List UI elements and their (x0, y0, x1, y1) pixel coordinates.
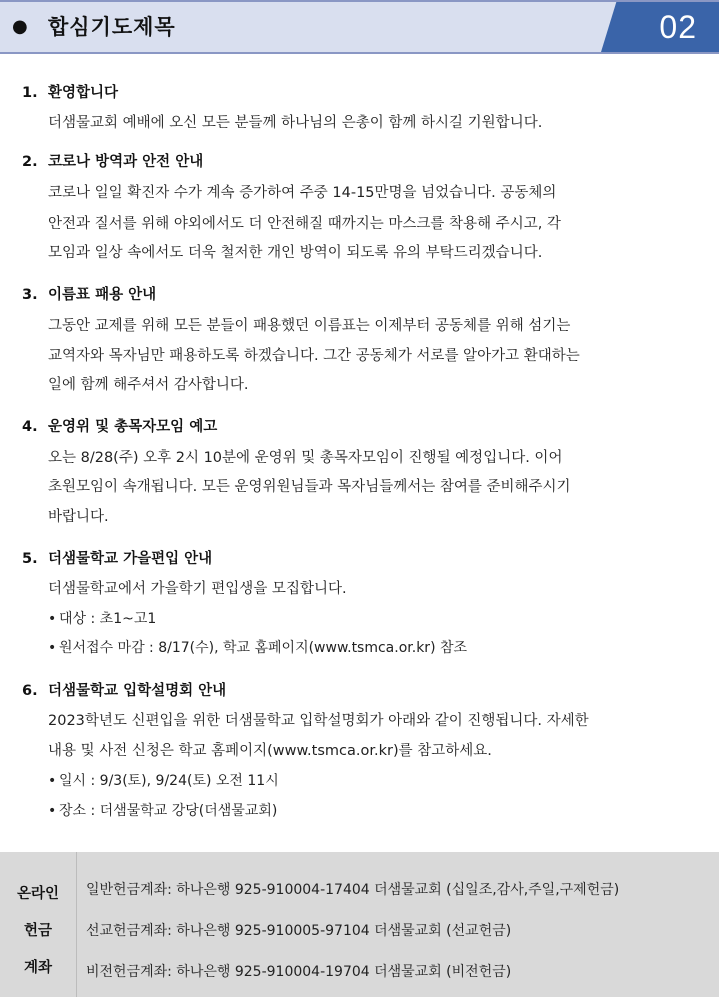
section-line: 초원모임이 속개됩니다. 모든 운영위원님들과 목자님들께서는 참여를 준비해주시기 (48, 479, 571, 495)
section-title-text: 운영위 및 총목자모임 예고 (48, 419, 218, 435)
page-title: 합심기도제목 (48, 15, 176, 39)
section-title-text: 환영합니다 (48, 85, 119, 101)
footer-label-line: 온라인 (16, 886, 60, 902)
section-line: 더샘물교회 예배에 오신 모든 분들께 하나님의 은총이 함께 하시길 기원합니다. (48, 115, 543, 131)
header-banner (0, 0, 719, 54)
header-bullet-icon: ● (12, 16, 28, 37)
footer-label-line: 계좌 (23, 960, 52, 976)
section-line: 오는 8/28(주) 오후 2시 10분에 운영위 및 총목자모임이 진행될 예정입니다. 이어 (48, 450, 563, 466)
list-item (48, 638, 467, 658)
section-line: 2023학년도 신편입을 위한 더샘물학교 입학설명회가 아래와 같이 진행됩니다. 자세한 (48, 713, 589, 729)
section-number: 2. (22, 154, 38, 170)
section-number: 1. (22, 85, 38, 101)
section-number: 3. (22, 287, 38, 303)
footer-divider (76, 852, 77, 997)
section-number: 6. (22, 683, 38, 699)
section-line: 코로나 일일 확진자 수가 계속 증가하여 주중 14-15만명을 넘었습니다. 공동체의 (48, 185, 557, 201)
section-number: 4. (22, 419, 38, 435)
footer-label (0, 852, 76, 997)
section-line: 그동안 교제를 위해 모든 분들이 패용했던 이름표는 이제부터 공동체를 위해 섬기는 (48, 318, 571, 334)
section-line: 바랍니다. (48, 509, 109, 525)
section-number: 5. (22, 551, 38, 567)
list-item-text: 원서접수 마감 : 8/17(수), 학교 홈페이지(www.tsmca.or.kr) 참조 (59, 640, 468, 656)
online-offering-accounts (0, 852, 719, 997)
section-line: 일에 함께 해주셔서 감사합니다. (48, 377, 249, 393)
section-line: 안전과 질서를 위해 야외에서도 더 안전해질 때까지는 마스크를 착용해 주시고, 각 (48, 216, 561, 232)
section-title-text: 이름표 패용 안내 (48, 287, 157, 303)
account-row-mission: 선교헌금계좌: 하나은행 925-910005-97104 더샘물교회 (선교헌금) (86, 923, 512, 939)
section-title (22, 152, 203, 172)
section-title-text: 더샘물학교 입학설명회 안내 (48, 683, 227, 699)
list-item (48, 771, 279, 791)
bullet-dot-icon: • (48, 611, 57, 627)
section-title (22, 681, 226, 701)
section-title-text: 코로나 방역과 안전 안내 (48, 154, 204, 170)
bullet-dot-icon: • (48, 640, 57, 656)
section-title (22, 549, 212, 569)
bullet-dot-icon: • (48, 803, 57, 819)
section-line: 더샘물학교에서 가을학기 편입생을 모집합니다. (48, 581, 347, 597)
section-line: 내용 및 사전 신청은 학교 홈페이지(www.tsmca.or.kr)를 참고하세요. (48, 743, 492, 759)
section-title (22, 83, 118, 103)
account-row-general: 일반헌금계좌: 하나은행 925-910004-17404 더샘물교회 (십일조,감사,주일,구제헌금) (86, 882, 620, 898)
section-line: 교역자와 목자님만 패용하도록 하겠습니다. 그간 공동체가 서로를 알아가고 환대하는 (48, 348, 580, 364)
list-item-text: 일시 : 9/3(토), 9/24(토) 오전 11시 (59, 773, 279, 789)
section-title-text: 더샘물학교 가을편입 안내 (48, 551, 213, 567)
list-item-text: 장소 : 더샘물학교 강당(더샘물교회) (59, 803, 278, 819)
list-item (48, 801, 277, 821)
section-title (22, 417, 217, 437)
bullet-dot-icon: • (48, 773, 57, 789)
page-number: 02 (659, 9, 697, 45)
section-title (22, 285, 156, 305)
footer-label-line: 헌금 (23, 923, 52, 939)
account-row-vision: 비전헌금계좌: 하나은행 925-910004-19704 더샘물교회 (비전헌금) (86, 964, 512, 980)
list-item-text: 대상 : 초1~고1 (59, 611, 157, 627)
section-line: 모임과 일상 속에서도 더욱 철저한 개인 방역이 되도록 유의 부탁드리겠습니다. (48, 245, 543, 261)
list-item (48, 609, 156, 629)
